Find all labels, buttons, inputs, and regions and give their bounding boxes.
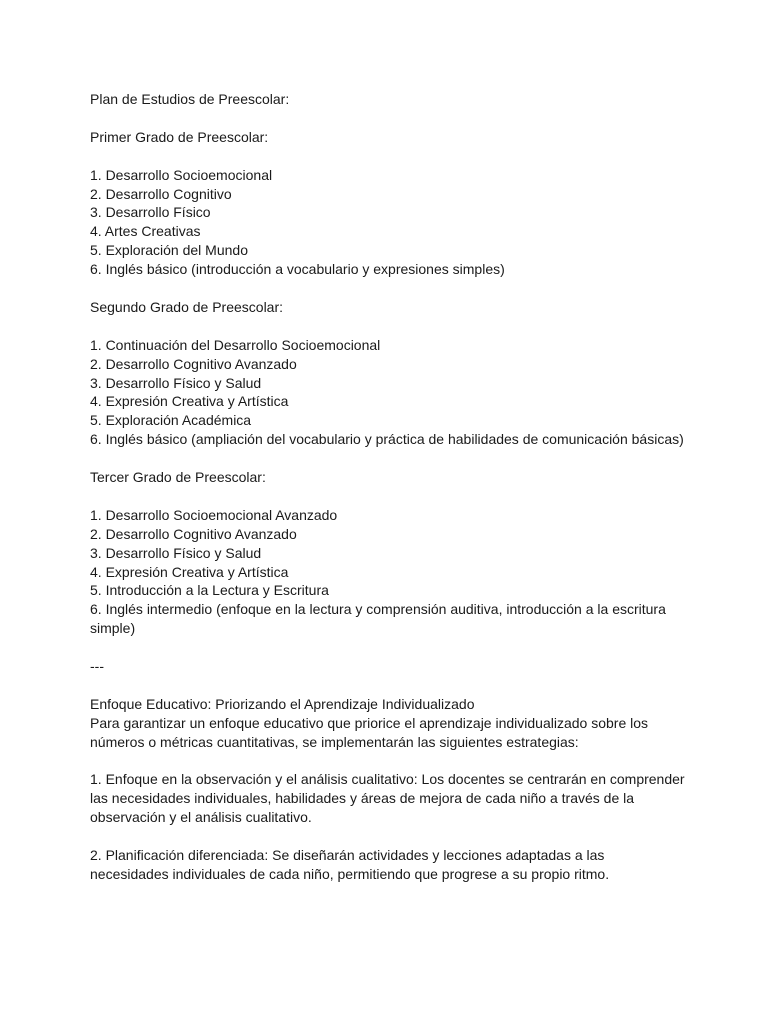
grade-3-item: 1. Desarrollo Socioemocional Avanzado [90, 506, 338, 523]
grade-1-item: 2. Desarrollo Cognitivo [90, 185, 232, 202]
grade-3-item: 4. Expresión Creativa y Artística [90, 563, 289, 580]
strategy-1-line: las necesidades individuales, habilidades y áreas de mejora de cada niño a través de la [90, 790, 635, 807]
grade-2-heading: Segundo Grado de Preescolar: [90, 298, 284, 315]
strategy-1-line: 1. Enfoque en la observación y el análisis cualitativo: Los docentes se centrarán en comprender [90, 771, 685, 788]
grade-2-item: 1. Continuación del Desarrollo Socioemocional [90, 336, 381, 353]
blank-line [90, 827, 690, 846]
grade-2-item: 3. Desarrollo Físico y Salud [90, 374, 262, 391]
grade-2-item: 2. Desarrollo Cognitivo Avanzado [90, 355, 297, 372]
blank-line [90, 147, 690, 166]
grade-1-item: 3. Desarrollo Físico [90, 204, 211, 221]
strategy-1-line: observación y el análisis cualitativo. [90, 809, 312, 826]
approach-intro-line: números o métricas cuantitativas, se implementarán las siguientes estrategias: [90, 733, 579, 750]
grade-2-item: 6. Inglés básico (ampliación del vocabulario y práctica de habilidades de comunicación básicas) [90, 431, 684, 448]
grade-2-item: 5. Exploración Académica [90, 412, 252, 429]
blank-line [90, 487, 690, 506]
document-body [90, 90, 690, 884]
blank-line [90, 109, 690, 128]
approach-heading: Enfoque Educativo: Priorizando el Aprendizaje Individualizado [90, 695, 475, 712]
grade-1-item: 4. Artes Creativas [90, 223, 201, 240]
blank-line [90, 279, 690, 298]
grade-2-item: 4. Expresión Creativa y Artística [90, 393, 289, 410]
grade-3-heading: Tercer Grado de Preescolar: [90, 469, 266, 486]
grade-3-item: 5. Introducción a la Lectura y Escritura [90, 582, 329, 599]
blank-line [90, 449, 690, 468]
grade-1-heading: Primer Grado de Preescolar: [90, 128, 269, 145]
blank-line [90, 317, 690, 336]
grade-1-item: 1. Desarrollo Socioemocional [90, 166, 273, 183]
grade-1-item: 5. Exploración del Mundo [90, 242, 248, 259]
blank-line [90, 638, 690, 657]
blank-line [90, 752, 690, 771]
blank-line [90, 676, 690, 695]
grade-3-item: 3. Desarrollo Físico y Salud [90, 544, 262, 561]
grade-3-item: 6. Inglés intermedio (enfoque en la lectura y comprensión auditiva, introducción a la escritura [90, 601, 666, 618]
approach-intro-line: Para garantizar un enfoque educativo que priorice el aprendizaje individualizado sobre los [90, 714, 649, 731]
section-separator: --- [90, 658, 104, 675]
strategy-2-line: necesidades individuales de cada niño, permitiendo que progrese a su propio ritmo. [90, 866, 610, 882]
grade-1-item: 6. Inglés básico (introducción a vocabulario y expresiones simples) [90, 261, 505, 278]
document-title: Plan de Estudios de Preescolar: [90, 91, 290, 107]
grade-3-item: 2. Desarrollo Cognitivo Avanzado [90, 525, 297, 542]
grade-3-item-continuation: simple) [90, 620, 136, 637]
strategy-2-line: 2. Planificación diferenciada: Se diseñarán actividades y lecciones adaptadas a las [90, 847, 605, 864]
